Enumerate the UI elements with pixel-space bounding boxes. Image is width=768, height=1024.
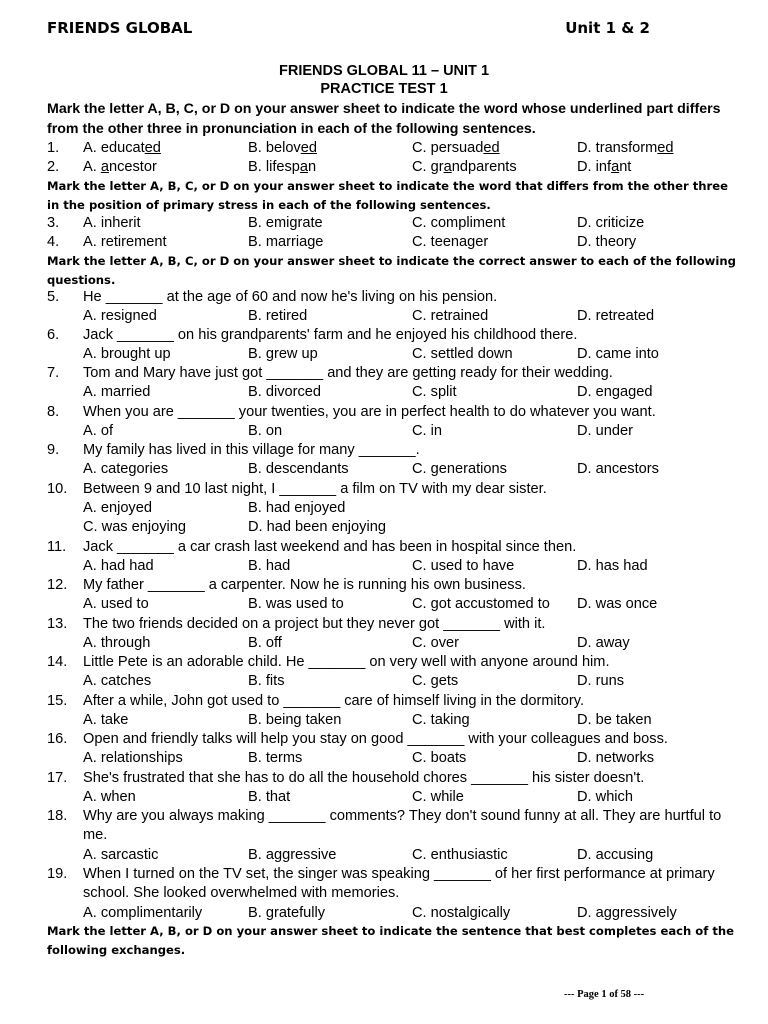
option-a: A. educated: [83, 140, 161, 156]
option-d: D. runs: [577, 673, 625, 689]
question-number: 9.: [47, 442, 60, 458]
option-c: C. generations: [412, 461, 507, 477]
option-b: B. on: [248, 423, 283, 439]
question-number: 13.: [47, 616, 68, 632]
option-d: D. theory: [577, 234, 637, 250]
option-c: C. settled down: [412, 346, 513, 362]
option-c: C. boats: [412, 750, 467, 766]
test-title: FRIENDS GLOBAL 11 – UNIT 1: [278, 63, 490, 79]
option-a: A. retirement: [83, 234, 167, 250]
option-d: D. accusing: [577, 847, 654, 863]
question-number: 3.: [47, 215, 60, 231]
option-a: A. categories: [83, 461, 169, 477]
underlined-part: ed: [483, 140, 500, 156]
option-d: D. transformed: [577, 140, 674, 156]
instruction-stress: Mark the letter A, B, C, or D on your answer sheet to indicate the word that differs from the other three in the position of primary stress in each of the following sentences.: [47, 179, 728, 212]
option-a: A. enjoyed: [83, 500, 152, 516]
option-a: A. married: [83, 384, 151, 400]
option-b: B. retired: [248, 308, 308, 324]
question-number: 5.: [47, 289, 60, 305]
option-c: C. teenager: [412, 234, 489, 250]
option-d: D. ancestors: [577, 461, 659, 477]
question-number: 12.: [47, 577, 68, 593]
underlined-part: ed: [300, 140, 317, 156]
option-d: D. criticize: [577, 215, 645, 231]
option-d: D. away: [577, 635, 630, 651]
option-a: A. had had: [83, 558, 154, 574]
option-a: A. used to: [83, 596, 149, 612]
underlined-part: a: [611, 159, 620, 175]
page-number: --- Page 1 of 58 ---: [564, 989, 645, 1000]
underlined-part: a: [443, 159, 452, 175]
option-b: B. marriage: [248, 234, 324, 250]
option-a: A. sarcastic: [83, 847, 159, 863]
option-c: C. retrained: [412, 308, 489, 324]
question-stem: Why are you always making _______ comments? They don't sound funny at all. They are hurtful to me.: [83, 808, 722, 844]
option-b: B. was used to: [248, 596, 344, 612]
question-stem: My father _______ a carpenter. Now he is running his own business.: [83, 577, 526, 593]
question-number: 18.: [47, 808, 68, 824]
option-a: A. through: [83, 635, 151, 651]
option-d: D. aggressively: [577, 905, 677, 921]
option-b: B. descendants: [248, 461, 349, 477]
option-d: D. networks: [577, 750, 655, 766]
question-stem: Open and friendly talks will help you stay on good _______ with your colleagues and boss.: [83, 731, 668, 747]
question-number: 2.: [47, 159, 60, 175]
option-a: A. take: [83, 712, 129, 728]
option-b: B. fits: [248, 673, 285, 689]
underlined-part: a: [100, 159, 109, 175]
option-c: C. nostalgically: [412, 905, 511, 921]
question-number: 10.: [47, 481, 68, 497]
option-c: C. was enjoying: [83, 519, 187, 535]
question-number: 14.: [47, 654, 68, 670]
option-c: C. taking: [412, 712, 470, 728]
question-stem: Little Pete is an adorable child. He _______ on very well with anyone around him.: [83, 654, 610, 670]
option-b: B. beloved: [248, 140, 317, 156]
option-b: B. off: [248, 635, 282, 651]
question-number: 11.: [47, 539, 67, 555]
underlined-part: ed: [657, 140, 674, 156]
option-b: B. being taken: [248, 712, 342, 728]
question-stem: Jack _______ a car crash last weekend and has been in hospital since then.: [83, 539, 577, 555]
option-b: B. aggressive: [248, 847, 337, 863]
option-a: A. resigned: [83, 308, 157, 324]
option-b: B. had enjoyed: [248, 500, 346, 516]
question-stem: The two friends decided on a project but they never got _______ with it.: [83, 616, 546, 632]
option-c: C. used to have: [412, 558, 515, 574]
option-c: C. grandparents: [412, 159, 517, 175]
option-d: D. was once: [577, 596, 658, 612]
option-c: C. compliment: [412, 215, 506, 231]
option-c: C. in: [412, 423, 443, 439]
option-d: D. had been enjoying: [248, 519, 386, 535]
option-d: D. under: [577, 423, 633, 439]
question-number: 17.: [47, 770, 68, 786]
header-unit: Unit 1 & 2: [565, 19, 650, 37]
option-d: D. be taken: [577, 712, 652, 728]
option-c: C. split: [412, 384, 457, 400]
page-header: [47, 18, 650, 38]
question-stem: He _______ at the age of 60 and now he's living on his pension.: [83, 289, 498, 305]
option-c: C. over: [412, 635, 460, 651]
option-c: C. persuaded: [412, 140, 500, 156]
question-stem: When I turned on the TV set, the singer was speaking _______ of her first performance at primary school. She looked overwhelmed with memories.: [83, 866, 715, 902]
option-c: C. gets: [412, 673, 459, 689]
instruction-questions: Mark the letter A, B, C, or D on your answer sheet to indicate the correct answer to each of the following questions.: [47, 254, 736, 287]
question-number: 19.: [47, 866, 68, 882]
underlined-part: a: [299, 159, 309, 175]
option-d: D. infant: [577, 159, 632, 175]
option-b: B. terms: [248, 750, 303, 766]
option-a: A. relationships: [83, 750, 183, 766]
question-number: 8.: [47, 404, 60, 420]
option-b: B. gratefully: [248, 905, 326, 921]
question-number: 4.: [47, 234, 60, 250]
option-d: D. has had: [577, 558, 648, 574]
option-d: D. which: [577, 789, 633, 805]
option-d: D. came into: [577, 346, 659, 362]
option-c: C. while: [412, 789, 464, 805]
option-a: A. when: [83, 789, 136, 805]
question-number: 7.: [47, 365, 60, 381]
option-a: A. ancestor: [83, 159, 157, 175]
option-c: C. got accustomed to: [412, 596, 550, 612]
question-stem: Between 9 and 10 last night, I _______ a film on TV with my dear sister.: [83, 481, 547, 497]
header-course: FRIENDS GLOBAL: [47, 19, 193, 37]
question-stem: Tom and Mary have just got _______ and they are getting ready for their wedding.: [83, 365, 613, 381]
option-a: A. inherit: [83, 215, 141, 231]
option-b: B. lifespan: [248, 159, 317, 175]
option-a: A. brought up: [83, 346, 171, 362]
underlined-part: ed: [144, 140, 161, 156]
option-b: B. emigrate: [248, 215, 323, 231]
option-a: A. of: [83, 423, 114, 439]
question-number: 15.: [47, 693, 68, 709]
question-stem: My family has lived in this village for many _______.: [83, 442, 420, 458]
option-d: D. engaged: [577, 384, 653, 400]
question-number: 6.: [47, 327, 60, 343]
option-a: A. complimentarily: [83, 905, 203, 921]
question-number: 16.: [47, 731, 68, 747]
instruction-exchanges: Mark the letter A, B, or D on your answer sheet to indicate the sentence that best completes each of the following exchanges.: [47, 924, 735, 957]
question-stem: She's frustrated that she has to do all the household chores _______ his sister doesn't.: [83, 770, 645, 786]
instruction-pronunciation: Mark the letter A, B, C, or D on your answer sheet to indicate the word whose underlined part differs from the other three in pronunciation in each of the following sentences.: [47, 101, 721, 137]
question-number: 1.: [47, 140, 60, 156]
question-stem: Jack _______ on his grandparents' farm and he enjoyed his childhood there.: [83, 327, 578, 343]
question-stem: When you are _______ your twenties, you are in perfect health to do whatever you want.: [83, 404, 656, 420]
option-b: B. divorced: [248, 384, 322, 400]
test-subtitle: PRACTICE TEST 1: [320, 81, 448, 97]
option-c: C. enthusiastic: [412, 847, 508, 863]
question-stem: After a while, John got used to _______ care of himself living in the dormitory.: [83, 693, 585, 709]
option-b: B. that: [248, 789, 291, 805]
option-b: B. had: [248, 558, 291, 574]
option-a: A. catches: [83, 673, 152, 689]
option-b: B. grew up: [248, 346, 318, 362]
option-d: D. retreated: [577, 308, 655, 324]
